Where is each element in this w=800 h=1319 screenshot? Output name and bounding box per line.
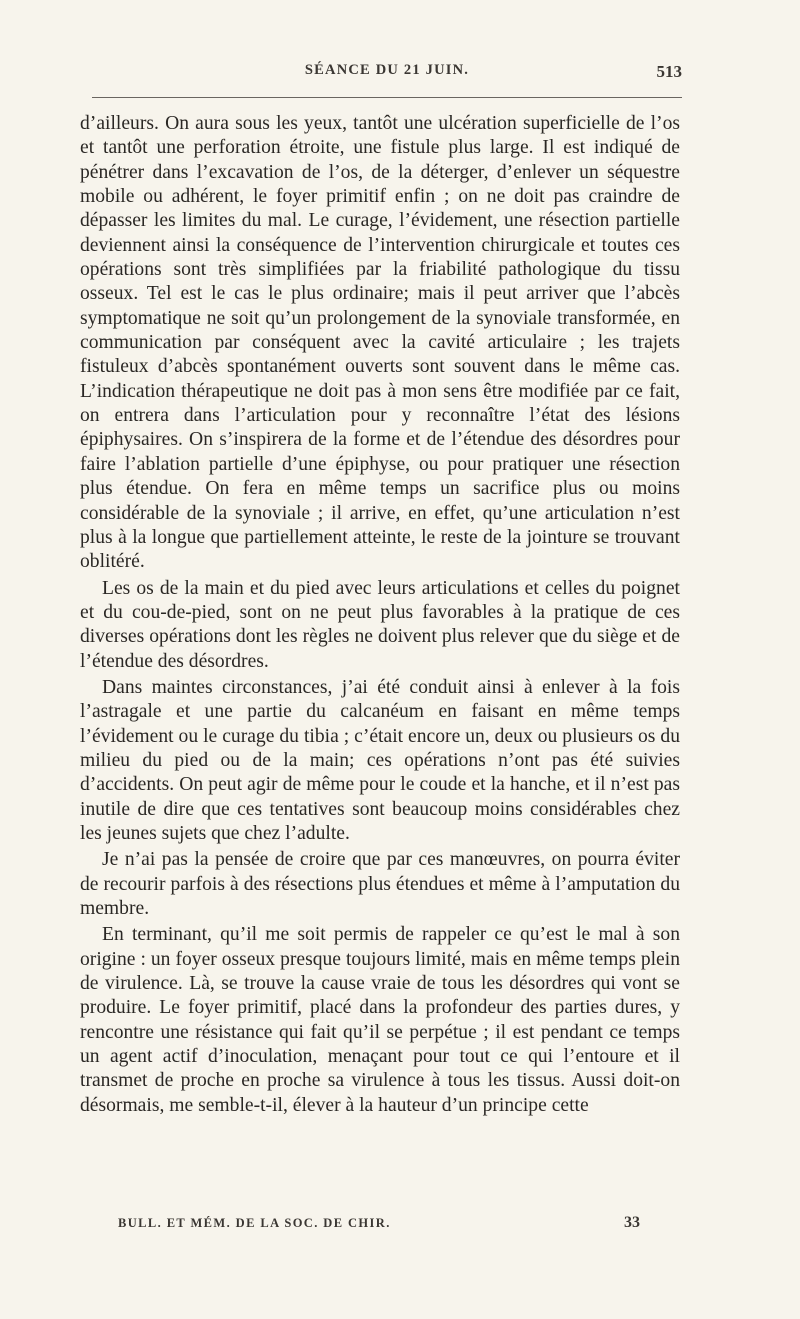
paragraph-3: Dans maintes circonstances, j’ai été conduit ainsi à enlever à la fois l’astragale et une partie du calcanéum en faisant en même temps l’évidement ou le curage du tibia ; c’était encore un, deux ou plusieurs os du milieu du pied ou de la main; ces opérations n’ont pas été suivies d’accidents. On peut agir de même pour le coude et la hanche, et il n’est pas inutile de dire que ces tentatives sont beaucoup moins considérables chez les jeunes sujets que chez l’adulte. (80, 676, 680, 844)
running-title: SÉANCE DU 21 JUIN. (304, 62, 470, 78)
paragraph-2: Les os de la main et du pied avec leurs articulations et celles du poignet et du cou-de-pied, sont on ne peut plus favorables à la pratique de ces diverses opérations dont les règles ne doivent plus relever que du siège et de l’étendue des désordres. (80, 577, 680, 672)
paragraph-5: En terminant, qu’il me soit permis de rappeler ce qu’est le mal à son origine : un foyer osseux presque toujours limité, mais en même temps plein de virulence. Là, se trouve la cause vraie de tous les désordres qui vont se produire. Le foyer primitif, placé dans la profondeur des parties dures, y rencontre une résistance qui fait qu’il se perpétue ; il est pendant ce temps un agent actif d’inoculation, menaçant pour tout ce qui l’entoure et il transmet de proche en proche sa virulence à tous les tissus. Aussi doit-on désormais, me semble-t-il, élever à la hauteur d’un principe cette (80, 924, 680, 1116)
page-number: 513 (656, 62, 682, 81)
body-text (80, 112, 680, 1120)
signature-mark: 33 (624, 1214, 640, 1231)
paragraph-4: Je n’ai pas la pensée de croire que par ces manœuvres, on pourra éviter de recourir parfois à des résections plus étendues et même à l’amputation du membre. (80, 849, 680, 919)
header-rule (92, 97, 682, 98)
running-head (92, 62, 682, 86)
journal-abbrev: BULL. ET MÉM. DE LA SOC. DE CHIR. (118, 1216, 391, 1230)
paragraph-1: d’ailleurs. On aura sous les yeux, tantôt une ulcération superficielle de l’os et tantôt une perforation étroite, une fistule plus large. Il est indiqué de pénétrer dans l’excavation de l’os, de la déterger, d’enlever un séquestre mobile ou adhérent, le foyer primitif enfin ; on ne doit pas craindre de dépasser les limites du mal. Le curage, l’évidement, une résection partielle deviennent ainsi la conséquence de l’intervention chirurgicale et toutes ces opérations sont très simplifiées par la friabilité pathologique du tissu osseux. Tel est le cas le plus ordinaire; mais il peut arriver que l’abcès symptomatique ne soit qu’un prolongement de la synoviale transformée, en communication par conséquent avec la cavité articulaire ; les trajets fistuleux d’abcès spontanément ouverts sont souvent dans le même cas. L’indication thérapeutique ne doit pas à mon sens être modifiée par ce fait, on entrera dans l’articulation pour y reconnaître l’état des lésions épiphysaires. On s’inspirera de la forme et de l’étendue des désordres pour faire l’ablation partielle d’une épiphyse, ou pour pratiquer une résection plus étendue. On fera en même temps un sacrifice plus ou moins considérable de la synoviale ; il arrive, en effet, qu’une articulation n’est plus à la longue que partiellement atteinte, le reste de la jointure se trouvant oblitéré. (80, 113, 680, 573)
footer (118, 1216, 640, 1236)
